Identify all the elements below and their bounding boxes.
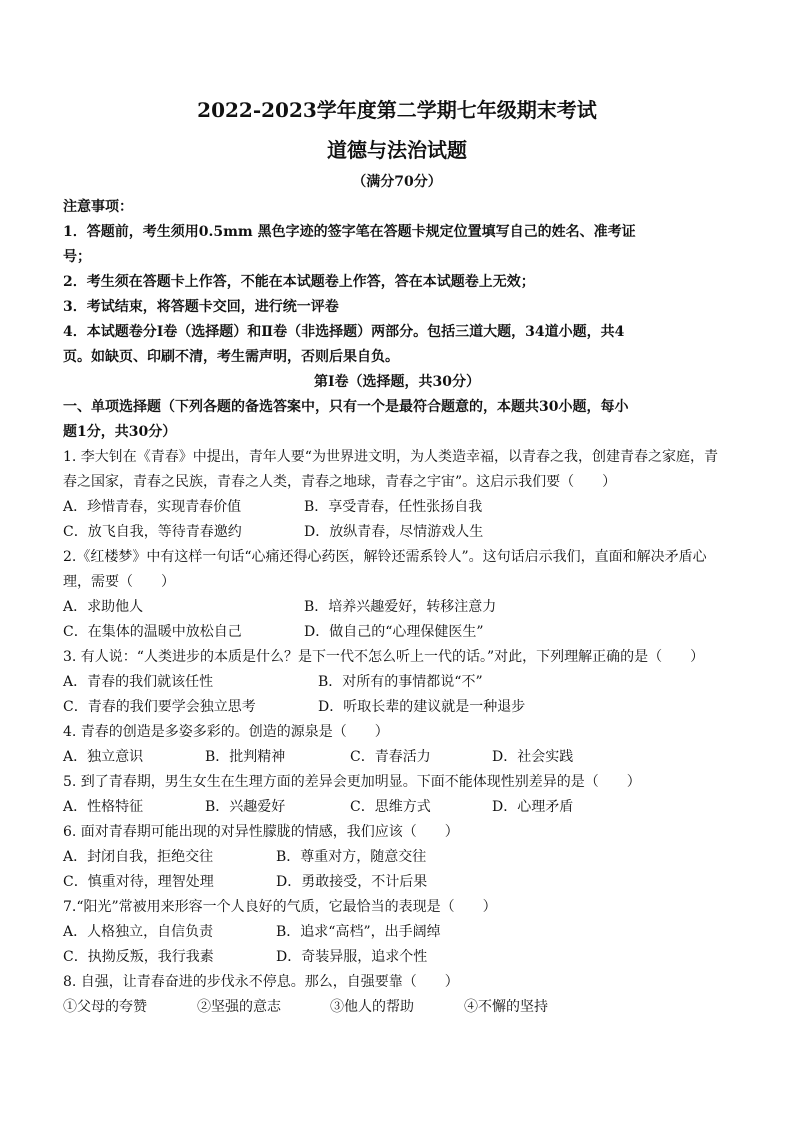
question-2-cont: 理，需要（ ） — [63, 574, 175, 590]
q4-option-a: A．独立意识 — [63, 749, 144, 765]
q8-item-3: ③他人的帮助 — [330, 999, 414, 1015]
q7-option-a: A．人格独立，自信负责 — [63, 924, 214, 940]
q8-item-1: ①父母的夸赞 — [63, 999, 147, 1015]
question-5: 5. 到了青春期，男生女生在生理方面的差异会更加明显。下面不能体现性别差异的是（ ） — [63, 774, 641, 790]
q5-option-c: C．思维方式 — [350, 799, 431, 815]
full-score: （满分70分） — [352, 174, 442, 190]
note-1: 1．答题前，考生须用0.5mm 黑色字迹的签字笔在答题卡规定位置填写自己的姓名、准考证 — [63, 224, 636, 240]
question-3: 3. 有人说：“人类进步的本质是什么？是下一代不怎么听上一代的话。”对此，下列理解正确的是（ ） — [63, 649, 705, 665]
section-heading: 一、单项选择题（下列各题的备选答案中，只有一个是最符合题意的，本题共30小题，每小 — [63, 399, 629, 415]
q1-option-a: A．珍惜青春，实现青春价值 — [63, 499, 242, 515]
q3-option-c: C．青春的我们要学会独立思考 — [63, 699, 256, 715]
notes-heading: 注意事项： — [63, 199, 133, 215]
q1-option-d: D．放纵青春，尽情游戏人生 — [304, 524, 484, 540]
q7-option-c: C．执拗反叛，我行我素 — [63, 949, 214, 965]
q5-option-a: A．性格特征 — [63, 799, 144, 815]
question-1-cont: 春之国家，青春之民族，青春之人类，青春之地球，青春之宇宙”。这启示我们要（ ） — [63, 474, 617, 490]
question-8: 8. 自强，让青春奋进的步伐永不停息。那么，自强要靠（ ） — [63, 974, 459, 990]
question-1: 1. 李大钊在《青春》中提出，青年人要“为世界进文明，为人类造幸福，以青春之我，创建青春之家庭，青 — [63, 449, 718, 465]
note-3: 3．考试结束，将答题卡交回，进行统一评卷 — [63, 299, 339, 315]
q3-option-b: B．对所有的事情都说“不” — [318, 674, 483, 690]
section-heading-cont: 题1分，共30分） — [63, 424, 177, 440]
q4-option-c: C．青春活力 — [350, 749, 431, 765]
q8-item-2: ②坚强的意志 — [197, 999, 281, 1015]
q6-option-a: A．封闭自我，拒绝交往 — [63, 849, 214, 865]
q5-option-b: B．兴趣爱好 — [205, 799, 286, 815]
q6-option-c: C．慎重对待，理智处理 — [63, 874, 214, 890]
q4-option-b: B．批判精神 — [205, 749, 286, 765]
q3-option-d: D．听取长辈的建议就是一种退步 — [318, 699, 526, 715]
q2-option-a: A．求助他人 — [63, 599, 144, 615]
exam-title: 2022-2023学年度第二学期七年级期末考试 — [197, 98, 597, 122]
question-6: 6. 面对青春期可能出现的对异性朦胧的情感，我们应该（ ） — [63, 824, 459, 840]
q6-option-d: D．勇敢接受，不计后果 — [276, 874, 428, 890]
q2-option-c: C．在集体的温暖中放松自己 — [63, 624, 242, 640]
note-4-cont: 页。如缺页、印刷不清，考生需声明，否则后果自负。 — [63, 349, 399, 365]
q6-option-b: B．尊重对方，随意交往 — [276, 849, 427, 865]
question-4: 4. 青春的创造是多姿多彩的。创造的源泉是（ ） — [63, 724, 389, 740]
q7-option-d: D．奇装异服，追求个性 — [276, 949, 428, 965]
note-2: 2．考生须在答题卡上作答，不能在本试题卷上作答，答在本试题卷上无效； — [63, 274, 535, 290]
q5-option-d: D．心理矛盾 — [492, 799, 574, 815]
q8-item-4: ④不懈的坚持 — [464, 999, 548, 1015]
q3-option-a: A．青春的我们就该任性 — [63, 674, 214, 690]
part-title: 第Ⅰ卷（选择题，共30分） — [313, 374, 481, 390]
q7-option-b: B．追求“高档”，出手阔绰 — [276, 924, 441, 940]
q4-option-d: D．社会实践 — [492, 749, 574, 765]
subject-title: 道德与法治试题 — [327, 138, 467, 162]
q1-option-c: C．放飞自我，等待青春邀约 — [63, 524, 242, 540]
note-1-cont: 号； — [63, 249, 91, 265]
question-7: 7.“阳光”常被用来形容一个人良好的气质，它最恰当的表现是（ ） — [63, 899, 497, 915]
question-2: 2.《红楼梦》中有这样一句话“心痛还得心药医，解铃还需系铃人”。这句话启示我们，直面和解决矛盾心 — [63, 549, 707, 565]
q2-option-d: D．做自己的“心理保健医生” — [304, 624, 484, 640]
q2-option-b: B．培养兴趣爱好，转移注意力 — [304, 599, 497, 615]
note-4: 4．本试题卷分Ⅰ卷（选择题）和Ⅱ卷（非选择题）两部分。包括三道大题，34道小题，共4 — [63, 324, 625, 340]
q1-option-b: B．享受青春，任性张扬自我 — [304, 499, 483, 515]
